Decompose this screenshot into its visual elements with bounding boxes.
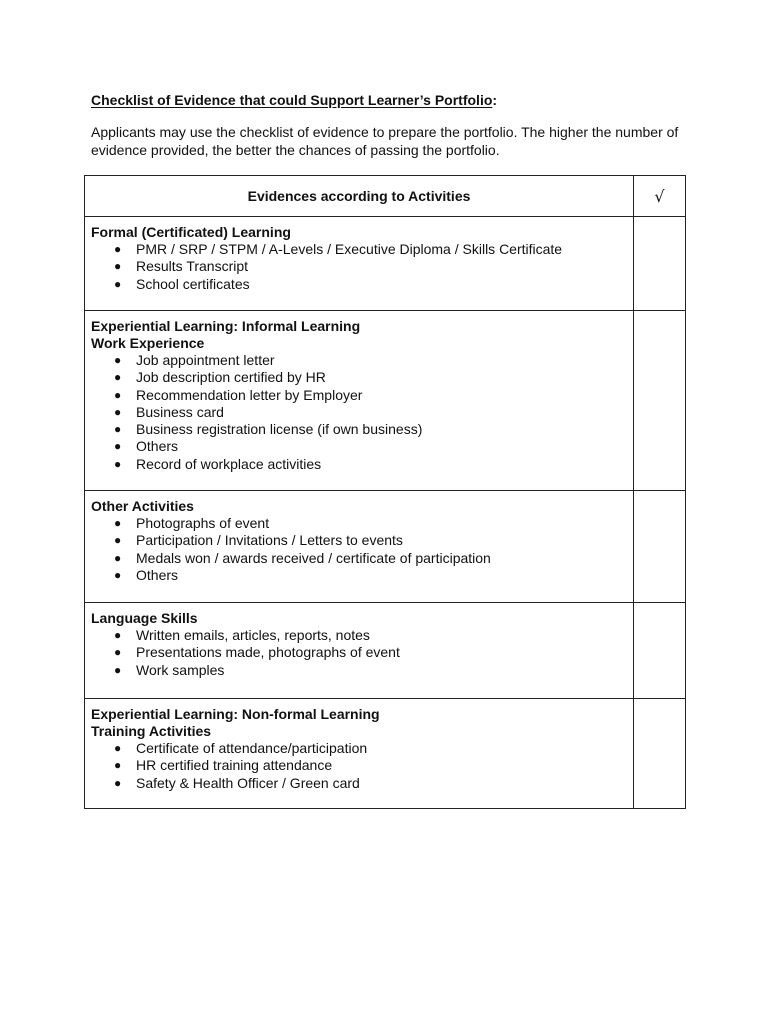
evidence-list [91,740,627,792]
list-item [91,515,627,532]
list-item-label: Business registration license (if own business) [136,421,423,438]
list-item-label: PMR / SRP / STPM / A-Levels / Executive Diploma / Skills Certificate [136,241,563,257]
bullet-icon: ● [114,404,122,419]
section-other-activities [85,491,634,603]
evidence-list [91,241,627,293]
list-item [91,421,627,438]
list-item [91,258,627,275]
bullet-icon: ● [114,645,122,660]
table-row [85,699,686,809]
list-item-label: Written emails, articles, reports, notes [136,627,370,643]
section-formal-learning [85,217,634,311]
checkbox-cell[interactable] [634,311,686,491]
list-item-label: Recommendation letter by Employer [136,386,363,403]
table-row [85,491,686,603]
list-item [91,387,627,404]
bullet-icon: ● [114,628,122,642]
section-heading: Experiential Learning: Non-formal Learning [91,706,380,722]
checkbox-cell[interactable] [634,699,686,809]
list-item-label: Results Transcript [136,258,249,275]
evidence-list [91,515,627,584]
bullet-icon: ● [114,370,122,385]
bullet-icon: ● [114,516,122,530]
evidence-list [91,352,627,473]
list-item-label: Record of workplace activities [136,455,322,472]
section-subheading: Training Activities [91,723,212,739]
list-item [91,567,627,584]
list-item [91,757,627,774]
list-item-label: HR certified training attendance [136,757,333,774]
bullet-icon: ● [114,456,122,471]
bullet-icon: ● [114,533,122,548]
list-item [91,404,627,421]
list-item [91,662,627,679]
table-header-evidences: Evidences according to Activities [85,176,634,217]
section-heading: Formal (Certificated) Learning [91,224,291,240]
list-item [91,532,627,549]
bullet-icon: ● [114,741,122,755]
list-item [91,740,627,757]
list-item [91,241,627,258]
table-header-check-mark: √ [634,176,686,217]
list-item [91,550,627,567]
table-row [85,311,686,491]
list-item [91,627,627,644]
section-heading: Other Activities [91,498,194,514]
list-item-label: Others [136,438,179,455]
section-heading: Language Skills [91,610,198,626]
list-item [91,644,627,661]
list-item-label: Participation / Invitations / Letters to events [136,532,403,549]
bullet-icon: ● [114,353,122,367]
section-heading: Experiential Learning: Informal Learning [91,318,361,334]
list-item-label: School certificates [136,275,250,292]
list-item-label: Photographs of event [136,515,270,531]
table-row [85,603,686,699]
list-item-label: Work samples [136,661,225,678]
checkbox-cell[interactable] [634,603,686,699]
bullet-icon: ● [114,259,122,274]
list-item-label: Others [136,566,179,583]
list-item-label: Job appointment letter [136,352,275,368]
evidence-list [91,627,627,679]
list-item [91,456,627,473]
page-title [91,92,497,109]
bullet-icon: ● [114,662,122,677]
intro-paragraph: Applicants may use the checklist of evidence to prepare the portfolio. The higher the number of evidence provided, the better the chances of passing the portfolio. [91,124,679,158]
bullet-icon: ● [114,439,122,454]
list-item-label: Business card [136,403,224,420]
bullet-icon: ● [114,422,122,437]
checkbox-cell[interactable] [634,217,686,311]
list-item-label: Safety & Health Officer / Green card [136,774,360,791]
list-item [91,369,627,386]
section-language-skills [85,603,634,699]
section-subheading: Work Experience [91,335,205,351]
bullet-icon: ● [114,242,122,256]
list-item [91,276,627,293]
bullet-icon: ● [114,775,122,790]
bullet-icon: ● [114,387,122,402]
list-item-label: Presentations made, photographs of event [136,644,400,661]
checkbox-cell[interactable] [634,491,686,603]
section-non-formal-learning [85,699,634,809]
bullet-icon: ● [114,758,122,773]
list-item [91,775,627,792]
section-informal-learning [85,311,634,491]
list-item-label: Job description certified by HR [136,369,326,386]
bullet-icon: ● [114,550,122,565]
bullet-icon: ● [114,567,122,582]
list-item-label: Certificate of attendance/participation [136,740,368,756]
list-item [91,438,627,455]
page-title-text: Checklist of Evidence that could Support Learner’s Portfolio [91,92,493,108]
table-row [85,217,686,311]
bullet-icon: ● [114,276,122,291]
evidence-checklist-table [84,175,686,809]
page-title-suffix: : [492,92,498,108]
table-header-row [85,176,686,217]
list-item-label: Medals won / awards received / certificate of participation [136,549,491,566]
list-item [91,352,627,369]
